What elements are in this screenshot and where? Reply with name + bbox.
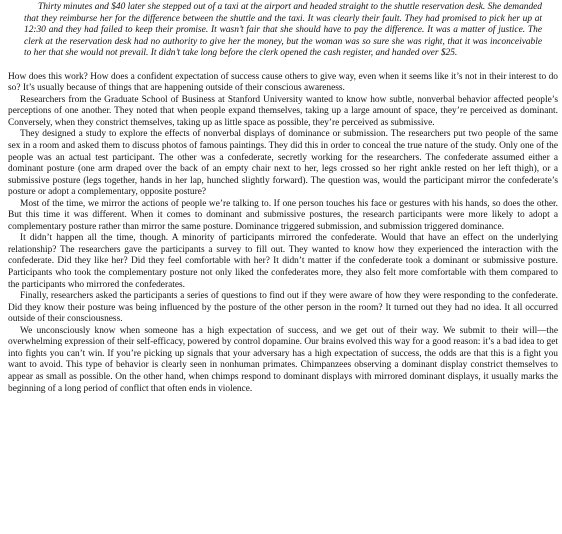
paragraph: We unconsciously know when someone has a high expectation of success, and we get out of their way. We submit to their will—the overwhelming expression of their self-efficacy, powered by control dopamine. Our brains evolved this way for a good reason: it’s a bad idea to get into fights you can’t win. If you’re picking up signals that your adversary has a high expectation of success, the odds are that this is a fight you want to avoid. This type of behavior is clearly seen in nonhuman primates. Chimpanzees observing a dominant display constrict themselves to appear as small as possible. On the other hand, when chimps respond to dominant displays with mirrored dominant displays, it usually marks the beginning of a long period of conflict that often ends in violence. (8, 325, 558, 394)
paragraph: Most of the time, we mirror the actions of people we’re talking to. If one person touches his face or gestures with his hands, so does the other. But this time it was different. When it comes to dominant and submissive postures, the research participants were more likely to adopt a complementary posture rather than mirror the same posture. Dominance triggered submission, and submission triggered dominance. (8, 198, 558, 232)
paragraph: It didn’t happen all the time, though. A minority of participants mirrored the confederate. Would that have an effect on the underlying relationship? The researchers gave the participants a survey to fill out. They wanted to know how they experienced the interaction with the confederate. Did they like her? Did they feel comfortable with her? It didn’t matter if the confederate took a dominant or submissive posture. Participants who took the complementary posture not only liked the confederates more, they also felt more comfortable with them compared to the participants who mirrored the confederates. (8, 233, 558, 290)
paragraph: Finally, researchers asked the participants a series of questions to find out if they were aware of how they were responding to the confederate. Did they know their posture was being influenced by the posture of the other person in the room? It turned out they had no idea. It all occurred outside of their consciousness. (8, 291, 558, 325)
paragraph: How does this work? How does a confident expectation of success cause others to give way, even when it seems like it’s not in their interest to do so? It’s usually because of things that are happening outside of their conscious awareness. (8, 71, 558, 94)
paragraph: Researchers from the Graduate School of Business at Stanford University wanted to know how subtle, nonverbal behavior affected people’s perceptions of one another. They noted that when people expand themselves, taking up a large amount of space, they’re perceived as dominant. Conversely, when they constrict themselves, taking up as little space as possible, they’re perceived as submissive. (8, 94, 558, 128)
paragraph: They designed a study to explore the effects of nonverbal displays of dominance or submission. The researchers put two people of the same sex in a room and asked them to discuss photos of famous paintings. They did this in order to conceal the true nature of the study. Only one of the people was an actual test participant. The other was a confederate, secretly working for the researchers. The confederate assumed either a dominant posture (one arm draped over the back of an empty chair next to her, legs crossed so her right ankle rested on her left thigh), or a submissive posture (legs together, hands in her lap, hunched slightly forward). The question was, would the participant mirror the confederate’s posture or adopt a complementary, opposite posture? (8, 129, 558, 198)
block-quote: Thirty minutes and $40 later she stepped out of a taxi at the airport and headed straight to the shuttle reservation desk. She demanded that they reimburse her for the difference between the shuttle and the taxi. It was clearly their fault. They had promised to pick her up at 12:30 and they had failed to keep their promise. It wasn’t fair that she should have to pay the difference. It was a matter of justice. The clerk at the reservation desk had no authority to give her the money, but the woman was so sure she was right, that it was inconceivable to her that she would not prevail. It didn’t take long before the clerk opened the cash register, and handed over $25. (24, 2, 542, 59)
